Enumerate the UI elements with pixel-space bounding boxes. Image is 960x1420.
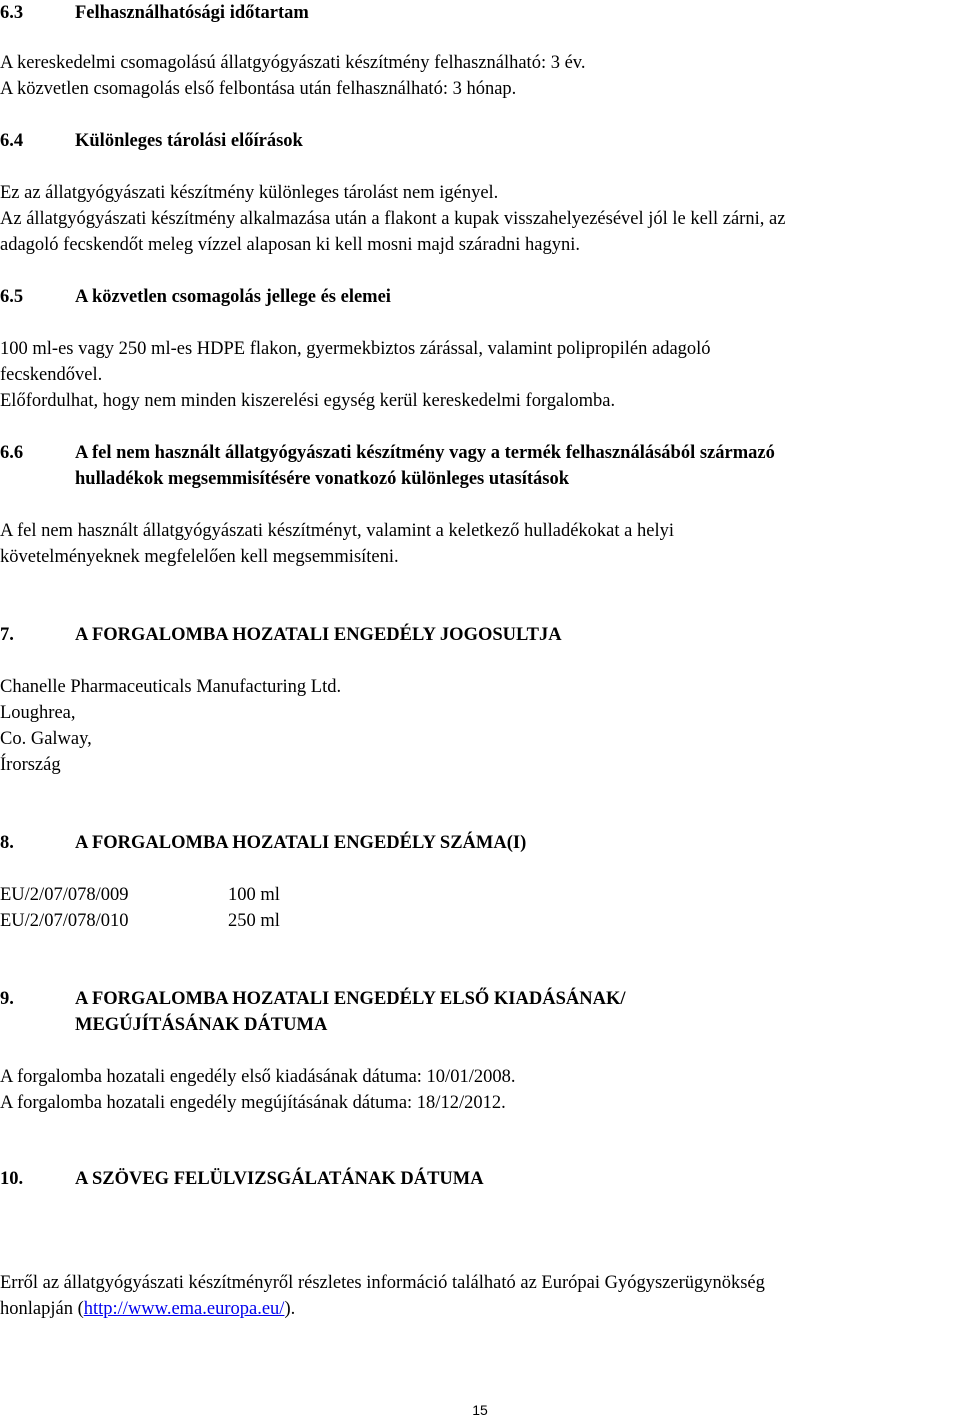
section-number-9: 9.: [0, 989, 14, 1009]
packaging-text-2: fecskendővel.: [0, 365, 103, 385]
authorisation-number: EU/2/07/078/009: [0, 885, 129, 905]
shelf-life-after-opening-text: A közvetlen csomagolás első felbontása után felhasználható: 3 hónap.: [0, 79, 517, 99]
section-title-6-3: Felhasználhatósági időtartam: [75, 3, 309, 23]
disposal-text-1: A fel nem használt állatgyógyászati készítményt, valamint a keletkező hulladékokat a helyi: [0, 521, 674, 541]
section-title-6-6-line2: hulladékok megsemmisítésére vonatkozó különleges utasítások: [75, 469, 570, 489]
section-number-7: 7.: [0, 625, 14, 645]
pack-size: 250 ml: [228, 911, 280, 931]
info-text-prefix: honlapján (: [0, 1299, 84, 1319]
pack-size: 100 ml: [228, 885, 280, 905]
section-number-6-3: 6.3: [0, 3, 24, 23]
section-title-10: A SZÖVEG FELÜLVIZSGÁLATÁNAK DÁTUMA: [75, 1169, 484, 1189]
section-title-7: A FORGALOMBA HOZATALI ENGEDÉLY JOGOSULTJA: [75, 625, 562, 645]
info-text: Erről az állatgyógyászati készítményről részletes információ található az Európai Gyógyszerügynökség: [0, 1273, 765, 1293]
holder-address-2: Co. Galway,: [0, 729, 92, 749]
info-text-line2: [0, 1296, 295, 1322]
first-authorisation-date: A forgalomba hozatali engedély első kiadásának dátuma: 10/01/2008.: [0, 1067, 516, 1087]
storage-text-3: adagoló fecskendőt meleg vízzel alaposan ki kell mosni majd száradni hagyni.: [0, 235, 580, 255]
packaging-text-1: 100 ml-es vagy 250 ml-es HDPE flakon, gyermekbiztos zárással, valamint polipropilén adagoló: [0, 339, 711, 359]
ema-website-link[interactable]: http://www.ema.europa.eu/: [83, 1299, 285, 1319]
info-text-suffix: ).: [284, 1299, 296, 1319]
section-number-6-4: 6.4: [0, 131, 24, 151]
section-title-9-line2: MEGÚJÍTÁSÁNAK DÁTUMA: [75, 1015, 328, 1035]
section-title-6-4: Különleges tárolási előírások: [75, 131, 303, 151]
section-title-6-5: A közvetlen csomagolás jellege és elemei: [75, 287, 391, 307]
packaging-text-3: Előfordulhat, hogy nem minden kiszerelési egység kerül kereskedelmi forgalomba.: [0, 391, 616, 411]
section-number-6-6: 6.6: [0, 443, 24, 463]
renewal-date: A forgalomba hozatali engedély megújításának dátuma: 18/12/2012.: [0, 1093, 506, 1113]
shelf-life-text: A kereskedelmi csomagolású állatgyógyászati készítmény felhasználható: 3 év.: [0, 53, 586, 73]
section-number-6-5: 6.5: [0, 287, 24, 307]
disposal-text-2: követelményeknek megfelelően kell megsemmisíteni.: [0, 547, 399, 567]
section-title-9-line1: A FORGALOMBA HOZATALI ENGEDÉLY ELSŐ KIADÁSÁNAK/: [75, 989, 626, 1009]
holder-address-1: Loughrea,: [0, 703, 76, 723]
authorisation-number: EU/2/07/078/010: [0, 911, 129, 931]
storage-text-1: Ez az állatgyógyászati készítmény különleges tárolást nem igényel.: [0, 183, 499, 203]
section-number-8: 8.: [0, 833, 14, 853]
section-number-10: 10.: [0, 1169, 24, 1189]
page-number: 15: [472, 1402, 488, 1418]
section-title-8: A FORGALOMBA HOZATALI ENGEDÉLY SZÁMA(I): [75, 833, 527, 853]
holder-country: Írország: [0, 755, 61, 775]
section-title-6-6-line1: A fel nem használt állatgyógyászati készítmény vagy a termék felhasználásából származó: [75, 443, 775, 463]
storage-text-2: Az állatgyógyászati készítmény alkalmazása után a flakont a kupak visszahelyezésével jól le kell zárni, az: [0, 209, 786, 229]
holder-name: Chanelle Pharmaceuticals Manufacturing Ltd.: [0, 677, 342, 697]
